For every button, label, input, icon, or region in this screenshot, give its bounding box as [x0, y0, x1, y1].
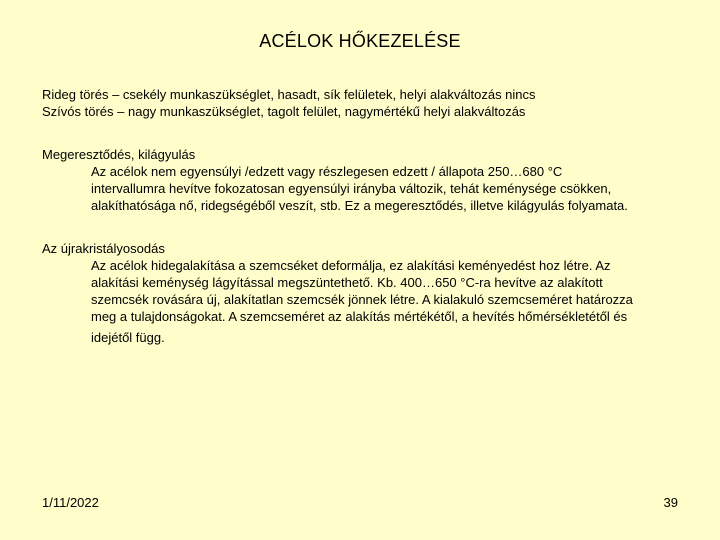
page-number: 39: [663, 495, 678, 510]
body-line: szemcsék rovására új, alakítatlan szemcsék jönnek létre. A kialakuló szemcseméret határozza: [91, 292, 633, 307]
section-tempering: [42, 146, 682, 214]
body-line: Az acélok hidegalakítása a szemcséket deformálja, ez alakítási keményedést hoz létre. Az: [91, 258, 611, 273]
intro-block: [42, 86, 682, 120]
body-line: meg a tulajdonságokat. A szemcseméret az alakítás mértékétől, a hevítés hőmérsékletétől és: [91, 309, 628, 324]
section-body: [91, 257, 681, 346]
section-heading: Megeresztődés, kilágyulás: [42, 147, 196, 162]
section-body: [91, 163, 681, 214]
body-line: intervallumra hevítve fokozatosan egyensúlyi irányba változik, tehát keménysége csökken,: [91, 181, 612, 196]
intro-line-brittle: Rideg törés – csekély munkaszükséglet, hasadt, sík felületek, helyi alakváltozás nincs: [42, 87, 536, 102]
body-line: idejétől függ.: [91, 330, 165, 345]
slide-title: ACÉLOK HŐKEZELÉSE: [259, 31, 461, 51]
intro-line-ductile: Szívós törés – nagy munkaszükséglet, tagolt felület, nagymértékű helyi alakváltozás: [42, 104, 526, 119]
body-line: Az acélok nem egyensúlyi /edzett vagy részlegesen edzett / állapota 250…680 °C: [91, 164, 563, 179]
section-recrystallization: [42, 240, 682, 346]
section-heading: Az újrakristályosodás: [42, 241, 165, 256]
body-line: alakítási keménység lágyítással megszüntethető. Kb. 400…650 °C-ra hevítve az alakított: [91, 275, 603, 290]
footer-date: 1/11/2022: [42, 495, 99, 510]
body-line: alakíthatósága nő, ridegségéből veszít, stb. Ez a megeresztődés, illetve kilágyulás folyamata.: [91, 198, 628, 213]
